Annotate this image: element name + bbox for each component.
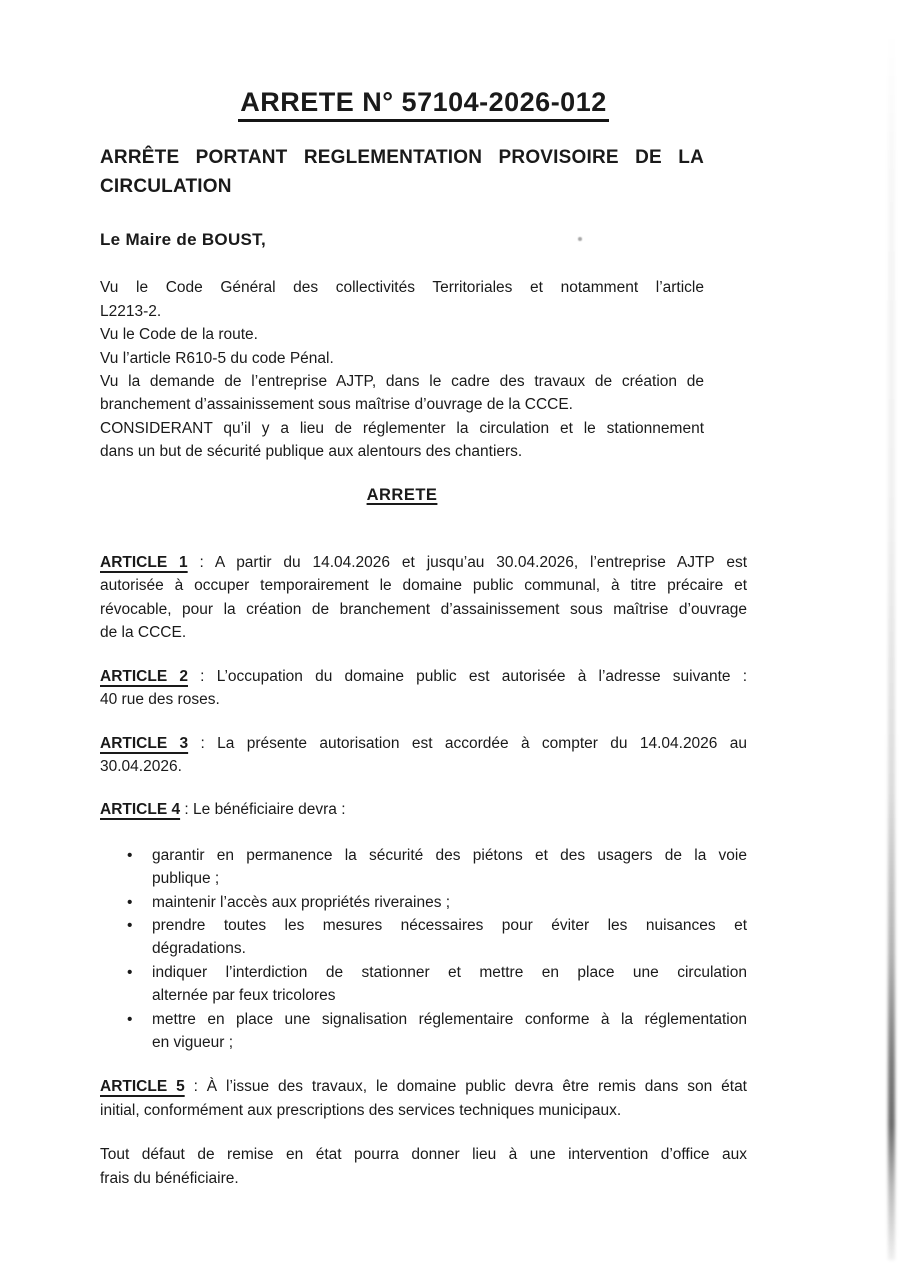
list-item-line: alternée par feux tricolores — [152, 987, 336, 1005]
article-text: La présente autorisation est accordée à compter du 14.04.2026 au — [217, 734, 748, 752]
preamble-paragraph — [100, 323, 704, 346]
preamble-paragraph — [100, 370, 704, 417]
preamble-line: branchement d’assainissement sous maîtrise d’ouvrage de la CCCE. — [100, 396, 573, 414]
article-text: A partir du 14.04.2026 et jusqu’au 30.04.2026, l’entreprise AJTP est — [214, 554, 748, 572]
list-item — [100, 914, 747, 961]
article-line — [100, 798, 747, 821]
article-5 — [100, 1075, 747, 1122]
article-line: autorisée à occuper temporairement le domaine public communal, à titre précaire et — [100, 577, 747, 595]
subtitle-line: CIRCULATION — [100, 175, 232, 197]
list-item — [100, 961, 747, 1008]
list-item-line: maintenir l’accès aux propriétés riveraines ; — [152, 893, 451, 911]
article-1-label: ARTICLE 1 — [100, 554, 188, 572]
article-text: L’occupation du domaine public est autorisée à l’adresse suivante : — [216, 667, 748, 685]
article-line: révocable, pour la création de branchement d’assainissement sous maîtrise d’ouvrage — [100, 600, 747, 618]
list-item-line: garantir en permanence la sécurité des piétons et des usagers de la voie — [152, 846, 747, 864]
preamble-line: Vu le Code de la route. — [100, 326, 258, 344]
preamble-line: L2213-2. — [100, 302, 162, 320]
list-item-line: dégradations. — [152, 940, 246, 958]
article-4 — [100, 798, 747, 821]
preamble-paragraph — [100, 417, 704, 464]
title-row — [100, 87, 747, 122]
list-item-line: publique ; — [152, 870, 220, 888]
article-text: À l’issue des travaux, le domaine public devra être remis dans son état — [206, 1078, 747, 1096]
preamble-line: Vu la demande de l’entreprise AJTP, dans le cadre des travaux de création de — [100, 373, 704, 391]
list-item-line: prendre toutes les mesures nécessaires pour éviter les nuisances et — [152, 916, 747, 934]
article-line: initial, conformément aux prescriptions des services techniques municipaux. — [100, 1101, 622, 1119]
document-subtitle — [100, 144, 704, 201]
closing-paragraph — [100, 1143, 747, 1190]
list-item — [100, 1008, 747, 1055]
article-4-label: ARTICLE 4 — [100, 801, 181, 819]
article-5-label: ARTICLE 5 — [100, 1078, 185, 1096]
section-heading: ARRETE — [366, 485, 438, 504]
closing-line: frais du bénéficiaire. — [100, 1169, 239, 1187]
preamble — [100, 276, 704, 463]
list-item-line: indiquer l’interdiction de stationner et mettre en place une circulation — [152, 963, 747, 981]
article-separator: : — [184, 1078, 207, 1096]
article-text: Le bénéficiaire devra : — [193, 801, 346, 819]
preamble-paragraph — [100, 347, 704, 370]
article-1 — [100, 551, 747, 645]
article-line — [100, 665, 747, 688]
article-2-label: ARTICLE 2 — [100, 667, 188, 685]
list-item — [100, 844, 747, 891]
subtitle-line: ARRÊTE PORTANT REGLEMENTATION PROVISOIRE DE LA — [100, 147, 704, 168]
scan-edge-artifact — [888, 30, 895, 1260]
list-item — [100, 891, 747, 914]
bullet-icon: • — [127, 1010, 133, 1028]
article-separator: : — [187, 667, 217, 685]
article-line — [100, 1075, 747, 1098]
article-2 — [100, 665, 747, 712]
list-item-line: en vigueur ; — [152, 1033, 233, 1051]
article-line: 30.04.2026. — [100, 757, 182, 775]
document-body — [100, 0, 747, 1190]
article-3-label: ARTICLE 3 — [100, 734, 189, 752]
preamble-line: CONSIDERANT qu’il y a lieu de réglementer la circulation et le stationnement — [100, 419, 704, 437]
salutation: Le Maire de BOUST, — [100, 230, 266, 249]
preamble-line: Vu le Code Général des collectivités Territoriales et notamment l’article — [100, 279, 704, 297]
article-line — [100, 551, 747, 574]
bullet-icon: • — [127, 916, 133, 934]
list-item-line: mettre en place une signalisation réglementaire conforme à la réglementation — [152, 1010, 747, 1028]
article-line — [100, 732, 747, 755]
article-line: de la CCCE. — [100, 624, 187, 642]
bullet-icon: • — [127, 963, 133, 981]
obligations-list — [100, 844, 747, 1055]
section-heading-row — [100, 484, 704, 507]
bullet-icon: • — [127, 846, 133, 864]
bullet-icon: • — [127, 893, 133, 911]
article-3 — [100, 732, 747, 779]
article-separator: : — [180, 801, 194, 819]
preamble-paragraph — [100, 276, 704, 323]
preamble-line: Vu l’article R610-5 du code Pénal. — [100, 349, 334, 367]
scan-speck-artifact — [578, 237, 582, 241]
document-title: ARRETE N° 57104-2026-012 — [238, 87, 608, 122]
article-line: 40 rue des roses. — [100, 691, 220, 709]
article-separator: : — [188, 734, 218, 752]
closing-line: Tout défaut de remise en état pourra donner lieu à une intervention d’office aux — [100, 1146, 747, 1164]
article-separator: : — [187, 554, 215, 572]
preamble-line: dans un but de sécurité publique aux alentours des chantiers. — [100, 443, 523, 461]
